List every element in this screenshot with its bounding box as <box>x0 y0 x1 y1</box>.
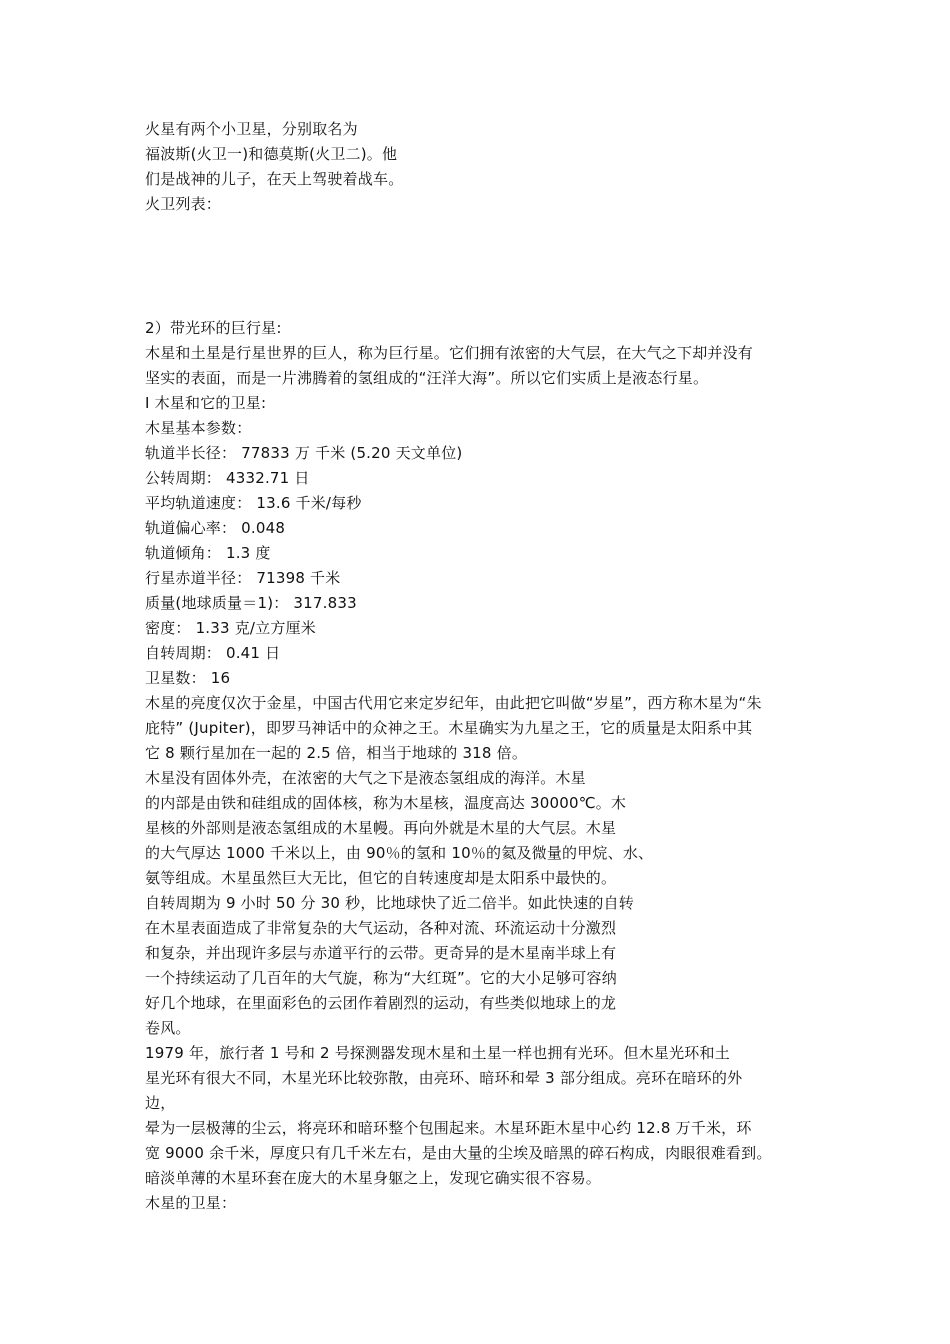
params-title: 木星基本参数： <box>145 419 252 437</box>
body-line: 星光环有很大不同，木星光环比较弥散，由亮环、暗环和晕 3 部分组成。亮环在暗环的外 <box>145 1069 743 1087</box>
body-line: 它 8 颗行星加在一起的 2.5 倍，相当于地球的 318 倍。 <box>145 744 528 762</box>
body-line: 边， <box>145 1094 176 1112</box>
param-row: 轨道倾角： 1.3 度 <box>145 544 271 562</box>
mars-text-line: 福波斯(火卫一)和德莫斯(火卫二)。他 <box>145 145 398 163</box>
body-line: 卷风。 <box>145 1019 191 1037</box>
body-line: 好几个地球，在里面彩色的云团作着剧烈的运动，有些类似地球上的龙 <box>145 994 617 1012</box>
body-line: 1979 年，旅行者 1 号和 2 号探测器发现木星和土星一样也拥有光环。但木星光环和土 <box>145 1044 730 1062</box>
body-line: 木星的亮度仅次于金星，中国古代用它来定岁纪年，由此把它叫做“岁星”，西方称木星为“朱 <box>145 694 762 712</box>
body-line: 自转周期为 9 小时 50 分 30 秒，比地球快了近二倍半。如此快速的自转 <box>145 894 634 912</box>
mars-text-line: 们是战神的儿子，在天上驾驶着战车。 <box>145 170 404 188</box>
param-row: 轨道半长径： 77833 万 千米 (5.20 天文单位) <box>145 444 463 462</box>
param-row: 公转周期： 4332.71 日 <box>145 469 310 487</box>
body-line: 晕为一层极薄的尘云，将亮环和暗环整个包围起来。木星环距木星中心约 12.8 万千米，环 <box>145 1119 752 1137</box>
intro-line: 木星和土星是行星世界的巨人，称为巨行星。它们拥有浓密的大气层，在大气之下却并没有 <box>145 344 754 362</box>
jupiter-moons-heading: 木星的卫星： <box>145 1194 237 1212</box>
body-line: 氨等组成。木星虽然巨大无比，但它的自转速度却是太阳系中最快的。 <box>145 869 617 887</box>
body-line: 暗淡单薄的木星环套在庞大的木星身躯之上，发现它确实很不容易。 <box>145 1169 602 1187</box>
mars-moon-list-label: 火卫列表： <box>145 195 222 213</box>
param-row: 平均轨道速度： 13.6 千米/每秒 <box>145 494 362 512</box>
body-line: 一个持续运动了几百年的大气旋，称为“大红斑”。它的大小足够可容纳 <box>145 969 617 987</box>
body-line: 星核的外部则是液态氢组成的木星幔。再向外就是木星的大气层。木星 <box>145 819 617 837</box>
body-line: 木星没有固体外壳，在浓密的大气之下是液态氢组成的海洋。木星 <box>145 769 586 787</box>
param-row: 行星赤道半径： 71398 千米 <box>145 569 341 587</box>
param-row: 轨道偏心率： 0.048 <box>145 519 286 537</box>
intro-line: 坚实的表面，而是一片沸腾着的氢组成的“汪洋大海”。所以它们实质上是液态行星。 <box>145 369 709 387</box>
param-row: 质量(地球质量＝1)： 317.833 <box>145 594 357 612</box>
param-row: 自转周期： 0.41 日 <box>145 644 281 662</box>
body-line: 的大气厚达 1000 千米以上，由 90％的氢和 10％的氦及微量的甲烷、水、 <box>145 844 654 862</box>
body-line: 庇特” (Jupiter)，即罗马神话中的众神之王。木星确实为九星之王，它的质量是太阳系中其 <box>145 719 753 737</box>
section-heading: 2）带光环的巨行星: <box>145 319 282 337</box>
body-line: 的内部是由铁和硅组成的固体核，称为木星核，温度高达 30000℃。木 <box>145 794 627 812</box>
subsection-heading: Ⅰ 木星和它的卫星: <box>145 394 267 412</box>
mars-text-line: 火星有两个小卫星，分别取名为 <box>145 120 358 138</box>
body-line: 宽 9000 余千米，厚度只有几千米左右，是由大量的尘埃及暗黑的碎石构成，肉眼很难看到。 <box>145 1144 772 1162</box>
body-line: 和复杂，并出现许多层与赤道平行的云带。更奇异的是木星南半球上有 <box>145 944 617 962</box>
body-line: 在木星表面造成了非常复杂的大气运动，各种对流、环流运动十分激烈 <box>145 919 617 937</box>
param-row: 密度： 1.33 克/立方厘米 <box>145 619 316 637</box>
param-row: 卫星数： 16 <box>145 669 231 687</box>
